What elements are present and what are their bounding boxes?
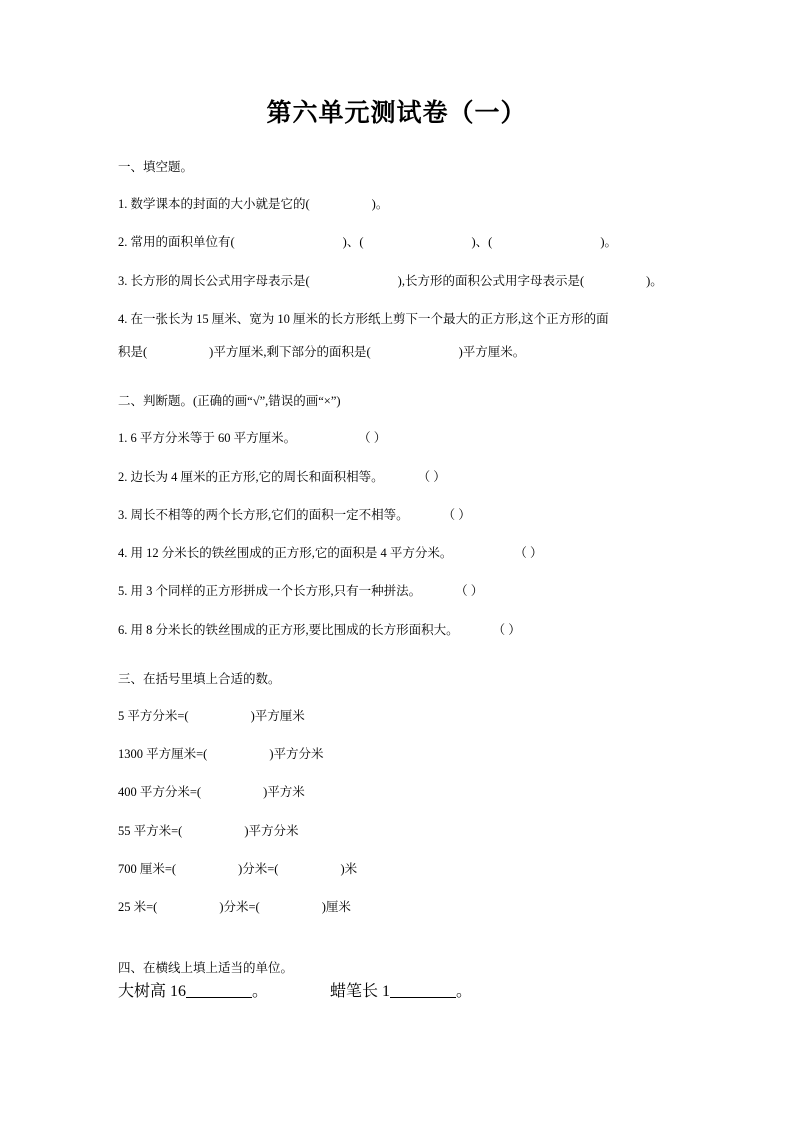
tf-question-1 — [118, 428, 675, 449]
question-3 — [118, 271, 675, 292]
units-item-2-label: 蜡笔长 1 — [330, 983, 391, 1001]
conversion-1 — [118, 706, 675, 727]
question-1-post: )。 — [371, 197, 389, 211]
question-1-pre: 1. 数学课本的封面的大小就是它的( — [118, 197, 310, 211]
conversion-1-pre: 5 平方分米=( — [118, 708, 189, 723]
tf-question-5-text: 5. 用 3 个同样的正方形拼成一个长方形,只有一种拼法。 — [118, 584, 422, 599]
conversion-4-pre: 55 平方米=( — [118, 823, 183, 838]
tf-question-2 — [118, 467, 675, 488]
conversion-3-post: )平方米 — [263, 785, 305, 800]
conversion-3-pre: 400 平方分米=( — [118, 785, 202, 800]
question-2 — [118, 232, 675, 253]
tf-answer-bracket[interactable]: （ ） — [492, 622, 521, 637]
conversion-5-mid: )分米=( — [238, 861, 279, 876]
tf-question-5 — [118, 581, 675, 602]
conversion-2-post: )平方分米 — [269, 747, 324, 761]
question-4-cont-post: )平方厘米。 — [458, 345, 526, 359]
conversion-1-post: )平方厘米 — [250, 708, 305, 723]
conversion-6 — [118, 897, 675, 918]
tf-question-4-text: 4. 用 12 分米长的铁丝围成的正方形,它的面积是 4 平方分米。 — [118, 546, 453, 560]
question-2-post: )。 — [600, 235, 617, 250]
unit-answer-blank[interactable] — [390, 985, 456, 998]
units-item-1-label: 大树高 16 — [118, 983, 187, 1001]
tf-question-3-text: 3. 周长不相等的两个长方形,它们的面积一定不相等。 — [118, 507, 409, 522]
conversion-5 — [118, 859, 675, 880]
conversion-5-pre: 700 厘米=( — [118, 861, 177, 876]
unit-answer-blank[interactable] — [186, 985, 252, 998]
section-heading-true-false: 二、判断题。(正确的画“√”,错误的画“×”) — [118, 394, 341, 409]
tf-answer-bracket[interactable]: （ ） — [417, 469, 446, 484]
conversion-4-post: )平方分米 — [244, 823, 299, 838]
units-item-1-end: 。 — [252, 983, 269, 1001]
question-3-post: )。 — [646, 273, 663, 288]
conversion-6-pre: 25 米=( — [118, 900, 158, 914]
page-title: 第六单元测试卷（一） — [266, 100, 527, 127]
tf-answer-bracket[interactable]: （ ） — [442, 507, 471, 522]
conversion-6-mid: )分米=( — [219, 900, 260, 914]
tf-question-6-text: 6. 用 8 分米长的铁丝围成的正方形,要比围成的长方形面积大。 — [118, 622, 459, 637]
conversion-6-post: )厘米 — [321, 900, 351, 914]
tf-question-1-text: 1. 6 平方分米等于 60 平方厘米。 — [118, 431, 297, 446]
conversion-2 — [118, 744, 675, 765]
units-item-2-end: 。 — [456, 983, 473, 1001]
tf-answer-bracket[interactable]: （ ） — [358, 431, 387, 446]
question-1 — [118, 194, 675, 215]
question-2-mid: )、( — [342, 235, 364, 250]
section-heading-units: 四、在横线上填上适当的单位。 — [118, 961, 294, 976]
question-4-continued — [118, 342, 675, 363]
tf-question-6 — [118, 620, 675, 641]
tf-question-3 — [118, 505, 675, 526]
question-3-mid: ),长方形的面积公式用字母表示是( — [397, 273, 585, 288]
conversion-5-post: )米 — [340, 861, 358, 876]
section-heading-fill-in: 一、填空题。 — [118, 160, 194, 174]
question-2-pre: 2. 常用的面积单位有( — [118, 235, 235, 250]
section-heading-conversions: 三、在括号里填上合适的数。 — [118, 671, 281, 686]
units-line — [118, 978, 675, 1001]
question-3-pre: 3. 长方形的周长公式用字母表示是( — [118, 273, 310, 288]
tf-question-4 — [118, 543, 675, 564]
tf-answer-bracket[interactable]: （ ） — [455, 584, 484, 599]
conversion-3 — [118, 782, 675, 803]
question-4 — [118, 309, 675, 330]
question-4-cont-pre: 积是( — [118, 345, 148, 359]
conversion-2-pre: 1300 平方厘米=( — [118, 747, 208, 761]
tf-question-2-text: 2. 边长为 4 厘米的正方形,它的周长和面积相等。 — [118, 469, 384, 484]
question-2-mid2: )、( — [471, 235, 493, 250]
conversion-4 — [118, 821, 675, 842]
question-4-text: 4. 在一张长为 15 厘米、宽为 10 厘米的长方形纸上剪下一个最大的正方形,这个正方形的面 — [118, 311, 609, 326]
tf-answer-bracket[interactable]: （ ） — [514, 546, 543, 560]
question-4-cont-mid: )平方厘米,剩下部分的面积是( — [209, 345, 371, 359]
